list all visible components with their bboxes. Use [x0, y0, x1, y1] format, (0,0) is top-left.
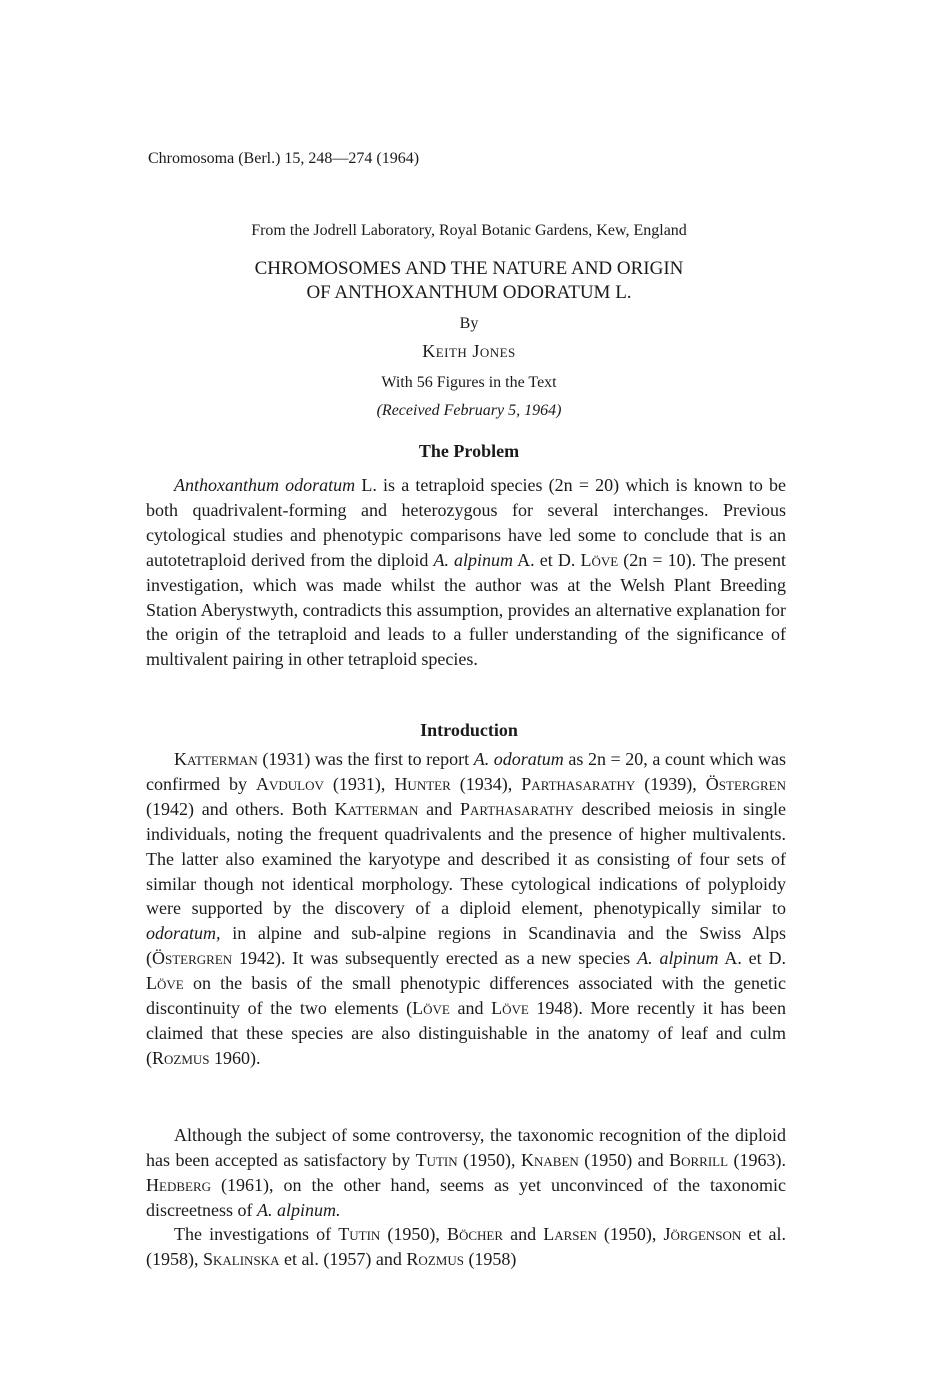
paper-title — [0, 257, 938, 305]
author-name: Keith Jones — [422, 341, 516, 361]
paragraph-intro-2: Although the subject of some controversy, the taxonomic recognition of the diploid has been accepted as satisfactory by Tutin (1950), Knaben (1950) and Borrill (1963). Hedberg (1961), on the other hand, seems as yet unconvinced of the taxonomic discreetness of A. alpinum. — [146, 1125, 786, 1220]
affiliation: From the Jodrell Laboratory, Royal Botanic Gardens, Kew, England — [251, 222, 687, 239]
paragraph-intro-3: The investigations of Tutin (1950), Böcher and Larsen (1950), Jörgenson et al. (1958), Skalinska et al. (1957) and Rozmus (1958) — [146, 1224, 786, 1269]
title-line-2: OF ANTHOXANTHUM ODORATUM L. — [306, 282, 632, 303]
received-date: (Received February 5, 1964) — [376, 402, 562, 419]
paragraph-intro-1: Katterman (1931) was the first to report A. odoratum as 2n = 20, a count which was confirmed by Avdulov (1931), Hunter (1934), Parthasarathy (1939), Östergren (1942) and others. Both Katterman and Parthasarathy described meiosis in single individuals, noting the frequent quadrivalents and the presence of higher multivalents. The latter also examined the karyotype and described it as consisting of four sets of similar though not identical morphology. These cytological indications of polyploidy were supported by the discovery of a diploid element, phenotypically similar to odoratum, in alpine and sub-alpine regions in Scandinavia and the Swiss Alps (Östergren 1942). It was subsequently erected as a new species A. alpinum A. et D. Löve on the basis of the small phenotypic differences associated with the genetic discontinuity of the two elements (Löve and Löve 1948). More recently it has been claimed that these species are also distinguishable in the anatomy of leaf and culm (Rozmus 1960). — [146, 749, 787, 1068]
section-heading-introduction: Introduction — [420, 720, 518, 740]
title-line-1: CHROMOSOMES AND THE NATURE AND ORIGIN — [254, 258, 684, 279]
by-label: By — [459, 315, 479, 332]
journal-citation: Chromosoma (Berl.) 15, 248—274 (1964) — [148, 150, 420, 167]
section-heading-problem: The Problem — [418, 441, 520, 461]
paragraph-problem: Anthoxanthum odoratum L. is a tetraploid species (2n = 20) which is known to be both quadrivalent-forming and heterozygous for several interchanges. Previous cytological studies and phenotypic comparisons have led some to conclude that is an autotetraploid derived from the diploid A. alpinum A. et D. Löve (2n = 10). The present investigation, which was made whilst the author was at the Welsh Plant Breeding Station Aberystwyth, contradicts this assumption, provides an alternative explanation for the origin of the tetraploid and leads to a fuller understanding of the significance of multivalent pairing in other tetraploid species. — [146, 475, 787, 670]
figures-note: With 56 Figures in the Text — [381, 374, 557, 391]
